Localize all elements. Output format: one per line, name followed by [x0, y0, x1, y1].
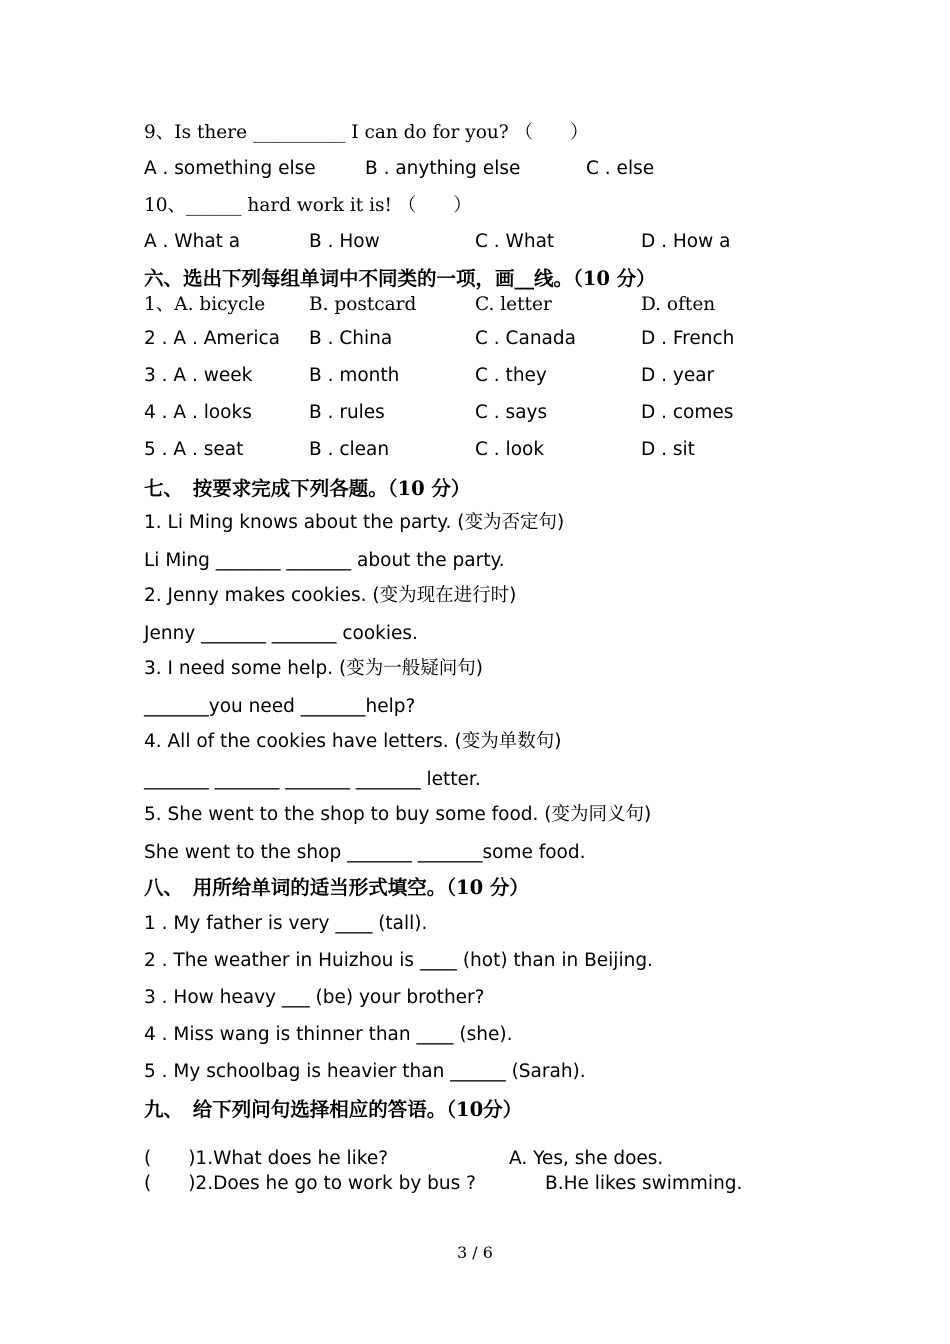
s7-line5: 3. I need some help. (变为一般疑问句)	[144, 658, 483, 679]
s8-line2: 2 . The weather in Huizhou is ____ (hot) than in Beijing.	[144, 950, 653, 971]
page-number: 3 / 6	[457, 1243, 493, 1262]
s6-row4-d: D . comes	[641, 402, 734, 423]
q10-option-a: A . What a	[144, 231, 241, 252]
s7-line2: Li Ming _______ _______ about the party.	[144, 550, 505, 571]
s6-row1-c: C. letter	[475, 294, 552, 315]
q9-option-b: B . anything else	[365, 158, 521, 179]
s6-row3-a: 3 . A . week	[144, 365, 253, 386]
q10-option-c: C . What	[475, 231, 555, 252]
s8-line4: 4 . Miss wang is thinner than ____ (she).	[144, 1024, 513, 1045]
s6-row5-b: B . clean	[309, 439, 390, 460]
s6-row5-c: C . look	[475, 439, 545, 460]
s7-line1: 1. Li Ming knows about the party. (变为否定句)	[144, 512, 565, 533]
s8-line5: 5 . My schoolbag is heavier than ______ (Sarah).	[144, 1061, 586, 1082]
section8-heading: 八、 用所给单词的适当形式填空。（10 分）	[144, 876, 529, 899]
s7-line4: Jenny _______ _______ cookies.	[144, 623, 418, 644]
s7-line8: _______ _______ _______ _______ letter.	[144, 769, 481, 790]
q10-question: 10、______ hard work it is! （ ）	[144, 195, 472, 216]
s9-a1: A. Yes, she does.	[509, 1148, 664, 1169]
s8-line1: 1 . My father is very ____ (tall).	[144, 913, 428, 934]
s6-row1-d: D. often	[641, 294, 716, 315]
s6-row2-d: D . French	[641, 328, 735, 349]
q10-option-d: D . How a	[641, 231, 731, 252]
s7-line9: 5. She went to the shop to buy some food. (变为同义句)	[144, 804, 652, 825]
s9-q1: ( )1.What does he like?	[144, 1148, 389, 1169]
s6-row2-a: 2 . A . America	[144, 328, 281, 349]
section7-heading: 七、 按要求完成下列各题。（10 分）	[144, 477, 471, 500]
s6-row2-b: B . China	[309, 328, 393, 349]
s7-line7: 4. All of the cookies have letters. (变为单数句)	[144, 731, 562, 752]
section9-heading: 九、 给下列问句选择相应的答语。（10分）	[144, 1098, 523, 1121]
s7-line10: She went to the shop _______ _______some food.	[144, 842, 586, 863]
s8-line3: 3 . How heavy ___ (be) your brother?	[144, 987, 485, 1008]
s6-row4-b: B . rules	[309, 402, 385, 423]
s6-row4-a: 4 . A . looks	[144, 402, 252, 423]
s6-row5-d: D . sit	[641, 439, 695, 460]
s6-row5-a: 5 . A . seat	[144, 439, 244, 460]
q9-option-a: A . something else	[144, 158, 316, 179]
s7-line6: _______you need _______help?	[144, 696, 416, 717]
s6-row3-c: C . they	[475, 365, 547, 386]
section6-heading: 六、选出下列每组单词中不同类的一项，画__线。（10 分）	[144, 267, 656, 290]
s6-row3-d: D . year	[641, 365, 715, 386]
s6-row1-a: 1、A. bicycle	[144, 294, 266, 315]
s9-a2: B.He likes swimming.	[545, 1173, 743, 1194]
s6-row4-c: C . says	[475, 402, 548, 423]
q9-option-c: C . else	[586, 158, 655, 179]
s7-line3: 2. Jenny makes cookies. (变为现在进行时)	[144, 585, 517, 606]
s9-q2: ( )2.Does he go to work by bus ?	[144, 1173, 476, 1194]
s6-row3-b: B . month	[309, 365, 400, 386]
s6-row2-c: C . Canada	[475, 328, 576, 349]
s6-row1-b: B. postcard	[309, 294, 417, 315]
q10-option-b: B . How	[309, 231, 380, 252]
q9-question: 9、Is there __________ I can do for you? （ ）	[144, 122, 589, 143]
